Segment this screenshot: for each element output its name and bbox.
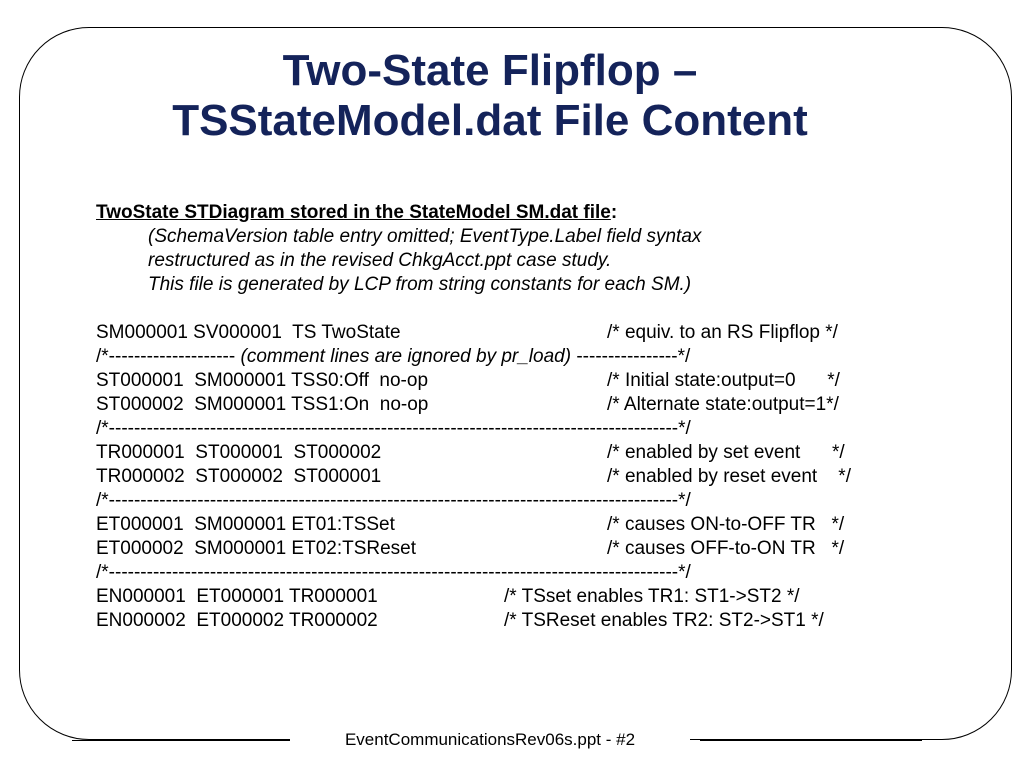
code-text: SM000001 SV000001 TS TwoState (96, 322, 401, 343)
file-line-tr2 (96, 465, 976, 489)
section-heading (96, 201, 976, 225)
file-line-en1 (96, 585, 976, 609)
heading-text: TwoState STDiagram stored in the StateModel SM.dat file (96, 202, 611, 223)
comment-text: /* causes OFF-to-ON TR */ (607, 538, 845, 559)
code-text: ET000002 SM000001 ET02:TSReset (96, 538, 417, 559)
code-text: TR000001 ST000001 ST000002 (96, 442, 382, 463)
comment-text: /* TSReset enables TR2: ST2->ST1 */ (504, 610, 824, 631)
file-line-et2 (96, 537, 976, 561)
title-line-2: TSStateModel.dat File Content (172, 96, 808, 145)
comment-separator-3: /*------------------------------------------------------------------------------------------*/ (96, 490, 691, 511)
separator-note: (comment lines are ignored by pr_load) (240, 346, 572, 367)
code-text: ST000002 SM000001 TSS1:On no-op (96, 394, 429, 415)
file-line-et1 (96, 513, 976, 537)
code-text: ET000001 SM000001 ET01:TSSet (96, 514, 395, 535)
comment-text: /* causes ON-to-OFF TR */ (607, 514, 845, 535)
comment-separator-1: /*-------------------- (comment lines are ignored by pr_load) ----------------*/ (96, 346, 691, 367)
comment-text: /* equiv. to an RS Flipflop */ (607, 322, 838, 343)
comment-separator-2: /*------------------------------------------------------------------------------------------*/ (96, 418, 691, 439)
slide-title (60, 46, 920, 146)
note-line-2: restructured as in the revised ChkgAcct.ppt case study. (148, 250, 612, 271)
comment-text: /* Initial state:output=0 */ (607, 370, 840, 391)
file-line-sm1 (96, 321, 976, 345)
comment-separator-4: /*------------------------------------------------------------------------------------------*/ (96, 562, 691, 583)
comment-text: /* TSset enables TR1: ST1->ST2 */ (504, 586, 800, 607)
note-line-3: This file is generated by LCP from string constants for each SM.) (148, 274, 692, 295)
footer-rule-right (700, 740, 922, 741)
note-line-1: (SchemaVersion table entry omitted; EventType.Label field syntax (148, 226, 702, 247)
file-line-st2 (96, 393, 976, 417)
slide-footer: EventCommunicationsRev06s.ppt - #2 (290, 728, 690, 752)
slide-body (96, 201, 976, 633)
code-text: ST000001 SM000001 TSS0:Off no-op (96, 370, 429, 391)
file-line-tr1 (96, 441, 976, 465)
code-text: TR000002 ST000002 ST000001 (96, 466, 382, 487)
file-line-st1 (96, 369, 976, 393)
comment-text: /* enabled by set event */ (607, 442, 845, 463)
file-line-en2 (96, 609, 976, 633)
heading-colon: : (610, 202, 618, 223)
title-line-1: Two-State Flipflop – (282, 46, 698, 95)
comment-text: /* enabled by reset event */ (607, 466, 851, 487)
code-text: EN000002 ET000002 TR000002 (96, 610, 378, 631)
comment-text: /* Alternate state:output=1*/ (607, 394, 839, 415)
footer-rule-left (72, 740, 300, 741)
code-text: EN000001 ET000001 TR000001 (96, 586, 378, 607)
